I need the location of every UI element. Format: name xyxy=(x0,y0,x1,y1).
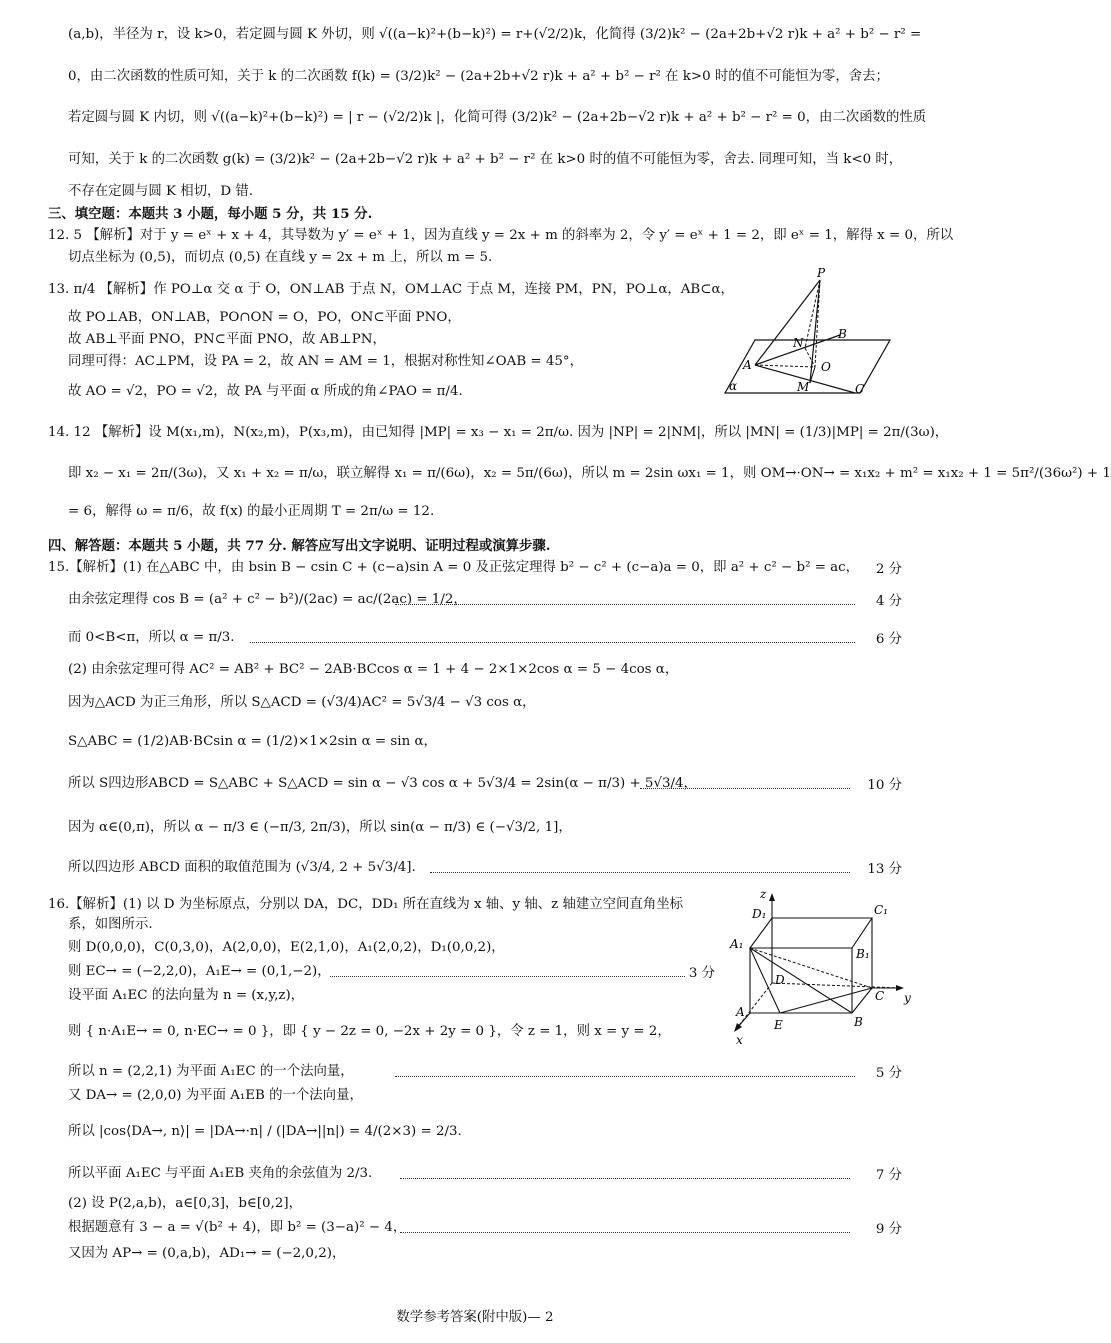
text-line: (a,b)，半径为 r，设 k>0，若定圆与圆 K 外切，则 √((a−k)²+(b−k)²) = r+(√2/2)k，化简得 (3/2)k² − (2a+2b+√2 r)k + a² + b² − r² = xyxy=(68,27,922,42)
label-E: E xyxy=(774,1018,783,1032)
dot-leader xyxy=(395,1076,855,1077)
text-line: 15.【解析】(1) 在△ABC 中，由 bsin B − csin C + (c−a)sin A = 0 及正弦定理得 b² − c² + (c−a)a = 0，即 a² + c² − b² = ac， xyxy=(48,560,860,575)
dot-leader xyxy=(640,788,850,789)
page-footer: 数学参考答案(附中版)— 2 xyxy=(396,1310,554,1325)
text-line: 则 EC→ = (−2,2,0)，A₁E→ = (0,1,−2)， xyxy=(68,964,331,979)
label-z: z xyxy=(760,887,767,901)
dot-leader xyxy=(400,1232,850,1233)
axis-y-arrow xyxy=(896,985,904,991)
label-B: B xyxy=(838,327,847,341)
label-C: C xyxy=(875,989,885,1003)
label-O: O xyxy=(821,360,831,374)
label-A1: A₁ xyxy=(730,937,744,951)
text-line: 所以平面 A₁EC 与平面 A₁EB 夹角的余弦值为 2/3. xyxy=(68,1166,373,1181)
label-A: A xyxy=(743,358,752,372)
text-line: 因为△ACD 为正三角形，所以 S△ACD = (√3/4)AC² = 5√3/4 − √3 cos α， xyxy=(68,695,536,710)
edge-PA xyxy=(755,280,820,365)
section-heading: 三、填空题：本题共 3 小题，每小题 5 分，共 15 分. xyxy=(48,206,373,222)
pyramid-plane-figure xyxy=(715,265,915,400)
label-B1: B₁ xyxy=(856,947,870,961)
axis-y-hidden xyxy=(772,983,900,988)
text-line: 切点坐标为 (0,5)，而切点 (0,5) 在直线 y = 2x + m 上，所以 m = 5. xyxy=(68,250,493,265)
text-line: 根据题意有 3 − a = √(b² + 4)，即 b² = (3−a)² − 4， xyxy=(68,1220,407,1235)
cuboid-coordinate-figure xyxy=(722,888,917,1048)
label-C1: C₁ xyxy=(874,903,888,917)
score-mark: 10 分 xyxy=(867,778,902,793)
label-C: C xyxy=(855,382,865,396)
text-line: 不存在定圆与圆 K 相切，D 错. xyxy=(68,184,254,199)
score-mark: 9 分 xyxy=(875,1222,902,1237)
text-line: 故 AO = √2，PO = √2，故 PA 与平面 α 所成的角∠PAO = π/4. xyxy=(68,384,463,399)
text-line: 故 PO⊥AB，ON⊥AB，PO∩ON = O，PO，ON⊂平面 PNO， xyxy=(68,310,461,325)
line-A1C xyxy=(750,948,872,988)
dot-leader xyxy=(430,872,850,873)
text-line: 可知，关于 k 的二次函数 g(k) = (3/2)k² − (2a+2b−√2 r)k + a² + b² − r² 在 k>0 时的值不可能恒为零，舍去. 同理可知，当 k<0 时， xyxy=(68,152,903,167)
text-line: 13. π/4 【解析】作 PO⊥α 交 α 于 O，ON⊥AB 于点 N，OM⊥AC 于点 M，连接 PM，PN，PO⊥α，AB⊂α， xyxy=(48,282,734,297)
score-mark: 2 分 xyxy=(875,562,902,577)
dot-leader xyxy=(395,604,855,605)
label-y: y xyxy=(904,991,911,1005)
section-heading: 四、解答题：本题共 5 小题，共 77 分. 解答应写出文字说明、证明过程或演算步骤. xyxy=(48,538,551,554)
text-line: 又因为 AP→ = (0,a,b)，AD₁→ = (−2,0,2)， xyxy=(68,1246,346,1261)
text-line: 若定圆与圆 K 内切，则 √((a−k)²+(b−k)²) = | r − (√2/2)k |，化简可得 (3/2)k² − (2a+2b−√2 r)k + a² + b² − r² = 0，由二次函数的性质 xyxy=(68,110,927,125)
text-line: 则 D(0,0,0)，C(0,3,0)，A(2,0,0)，E(2,1,0)，A₁(2,0,2)，D₁(0,0,2)， xyxy=(68,940,505,955)
text-line: (2) 设 P(2,a,b)，a∈[0,3]，b∈[0,2]， xyxy=(68,1196,302,1211)
score-mark: 4 分 xyxy=(875,594,902,609)
label-D1: D₁ xyxy=(752,907,767,921)
label-x: x xyxy=(736,1033,743,1047)
dot-leader xyxy=(250,642,855,643)
text-line: S△ABC = (1/2)AB·BCsin α = (1/2)×1×2sin α = sin α， xyxy=(68,734,437,749)
text-line: 12. 5 【解析】对于 y = eˣ + x + 4，其导数为 y′ = eˣ + 1，因为直线 y = 2x + m 的斜率为 2，令 y′ = eˣ + 1 = 2，即 eˣ = 1，解得 x = 0，所以 xyxy=(48,228,954,243)
score-mark: 5 分 xyxy=(875,1066,902,1081)
label-M: M xyxy=(797,380,810,394)
text-line: 同理可得：AC⊥PM，设 PA = 2，故 AN = AM = 1，根据对称性知∠OAB = 45°， xyxy=(68,354,584,369)
text-line: = 6，解得 ω = π/6，故 f(x) 的最小正周期 T = 2π/ω = 12. xyxy=(68,504,435,519)
text-line: 因为 α∈(0,π)，所以 α − π/3 ∈ (−π/3, 2π/3)，所以 sin(α − π/3) ∈ (−√3/2, 1]， xyxy=(68,820,572,835)
label-alpha: α xyxy=(729,379,738,393)
text-line: 14. 12 【解析】设 M(x₁,m)，N(x₂,m)，P(x₃,m)，由已知得 |MP| = x₃ − x₁ = 2π/ω. 因为 |NP| = 2|NM|，所以 |MN| = (1/3)|MP| = 2π/(3ω)， xyxy=(48,425,949,440)
text-line: 16.【解析】(1) 以 D 为坐标原点，分别以 DA，DC，DD₁ 所在直线为 x 轴、y 轴、z 轴建立空间直角坐标 xyxy=(48,897,683,912)
label-P: P xyxy=(817,266,826,280)
top-face xyxy=(750,918,872,948)
text-line: 则 { n·A₁E→ = 0, n·EC→ = 0 }，即 { y − 2z = 0, −2x + 2y = 0 }，令 z = 1，则 x = y = 2， xyxy=(68,1024,671,1039)
axis-z-arrow xyxy=(769,893,775,901)
text-line: 所以四边形 ABCD 面积的取值范围为 (√3/4, 2 + 5√3/4]. xyxy=(68,860,416,875)
line-AO xyxy=(755,365,815,367)
text-line: 系，如图所示. xyxy=(68,917,153,932)
score-mark: 7 分 xyxy=(875,1168,902,1183)
score-mark: 3 分 xyxy=(688,966,715,981)
line-EC xyxy=(780,988,872,1013)
label-N: N xyxy=(793,336,804,350)
score-mark: 13 分 xyxy=(867,862,902,877)
label-A: A xyxy=(736,1005,745,1019)
dot-leader xyxy=(400,1178,850,1179)
label-B: B xyxy=(854,1015,863,1029)
text-line: (2) 由余弦定理可得 AC² = AB² + BC² − 2AB·BCcos α = 1 + 4 − 2×1×2cos α = 5 − 4cos α， xyxy=(68,662,679,677)
text-line: 所以 n = (2,2,1) 为平面 A₁EC 的一个法向量， xyxy=(68,1064,354,1079)
text-line: 故 AB⊥平面 PNO，PN⊂平面 PNO，故 AB⊥PN， xyxy=(68,332,386,347)
text-line: 又 DA→ = (2,0,0) 为平面 A₁EB 的一个法向量， xyxy=(68,1088,363,1103)
text-line: 所以 |cos⟨DA→, n⟩| = |DA→·n| / (|DA→||n|) = 4/(2×3) = 2/3. xyxy=(68,1124,462,1139)
text-line: 即 x₂ − x₁ = 2π/(3ω)，又 x₁ + x₂ = π/ω，联立解得 x₁ = π/(6ω)，x₂ = 5π/(6ω)，所以 m = 2sin ωx₁ = 1，则 OM→·ON→ = x₁x₂ + m² = x₁x₂ + 1 = 5π²/(36ω²) + 1 xyxy=(68,466,1111,481)
text-line: 设平面 A₁EC 的法向量为 n = (x,y,z)， xyxy=(68,988,305,1003)
text-line: 0，由二次函数的性质可知，关于 k 的二次函数 f(k) = (3/2)k² − (2a+2b+√2 r)k + a² + b² − r² 在 k>0 时的值不可能恒为零，舍去； xyxy=(68,69,889,84)
dot-leader xyxy=(330,976,685,977)
text-line: 而 0<B<π，所以 α = π/3. xyxy=(68,630,235,645)
text-line: 所以 S四边形ABCD = S△ABC + S△ACD = sin α − √3 cos α + 5√3/4 = 2sin(α − π/3) + 5√3/4， xyxy=(68,776,697,791)
label-D: D xyxy=(775,973,785,987)
text-line: 由余弦定理得 cos B = (a² + c² − b²)/(2ac) = ac/(2ac) = 1/2， xyxy=(68,592,467,607)
score-mark: 6 分 xyxy=(875,632,902,647)
edge-BC xyxy=(852,988,872,1013)
